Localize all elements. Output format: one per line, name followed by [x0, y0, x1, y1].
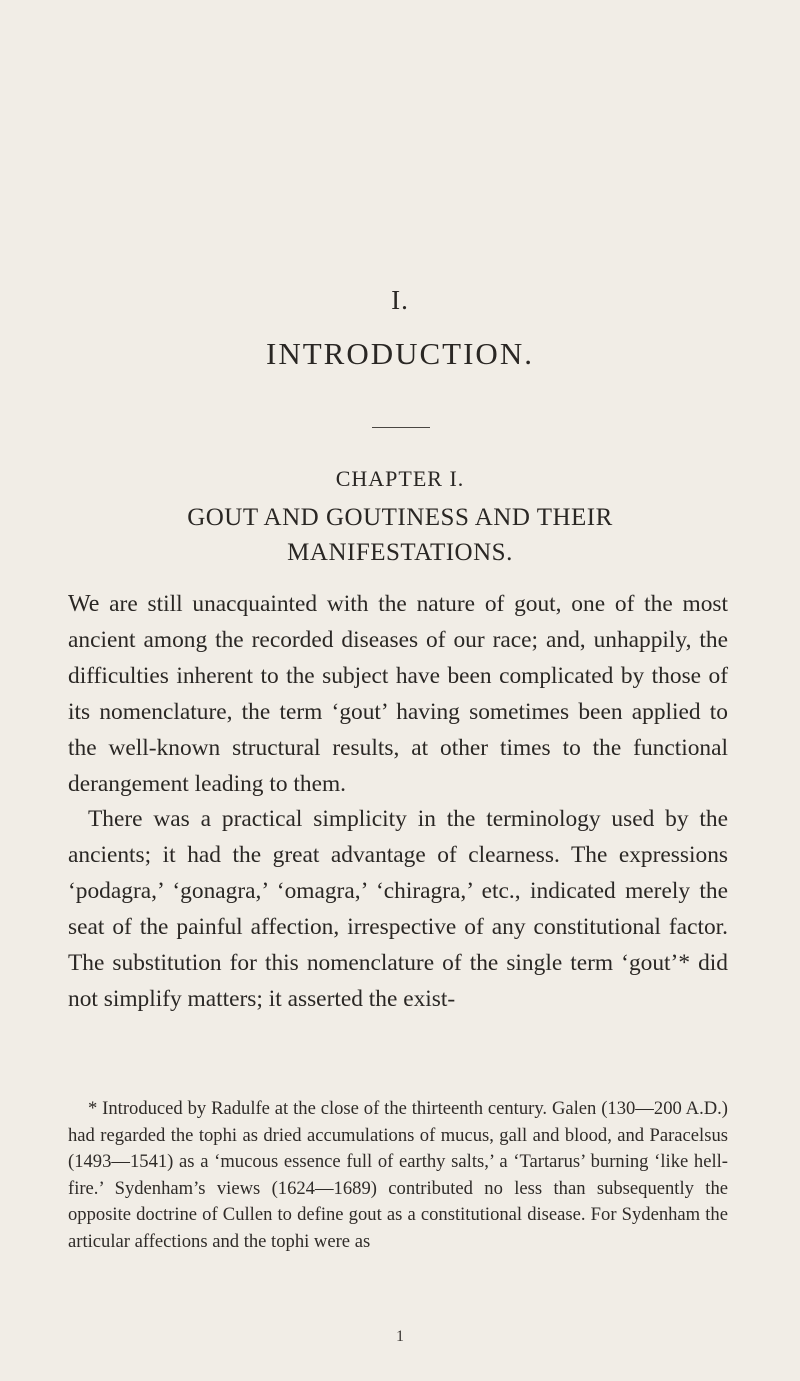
section-divider [372, 427, 430, 428]
paragraph-1-text: are still unacquainted with the nature of gout, one of the most ancient among the recorded diseases of our race; and, unhappily, the difficulties inherent to the subject have been complicated by those of its nomenclature, the term ‘gout’ having sometimes been applied to the well-known structural results, at other times to the functional derangement leading to them. [68, 591, 728, 797]
footnote-mark: * [88, 1098, 98, 1119]
paragraph-2-text: There was a practical simplicity in the terminology used by the ancients; it had the great advantage of clearness. The expressions ‘podagra,’ ‘gonagra,’ ‘omagra,’ ‘chiragra,’ etc., indicated merely the seat of the painful affection, irrespective of any constitutional factor. The substitution for this nomenclature of the single term ‘gout’ [68, 806, 728, 977]
chapter-title: GOUT AND GOUTINESS AND THEIR MANIFESTATIONS. [187, 504, 613, 566]
paragraph-initial-word: We [68, 591, 100, 617]
paragraph-1 [68, 587, 728, 802]
paragraph-2 [68, 802, 728, 1017]
footnote [68, 1096, 728, 1256]
paragraph-2-continuation: did not simplify matters; it asserted the exist- [68, 950, 728, 1012]
footnote-reference: * [678, 950, 691, 977]
part-title: INTRODUCTION. [266, 336, 534, 371]
page-number: 1 [396, 1328, 404, 1345]
footnote-text: Introduced by Radulfe at the close of the thirteenth century. Galen (130—200 A.D.) had regarded the tophi as dried accumulations of mucus, gall and blood, and Paracelsus (1493—1541) as a ‘mucous essence full of earthy salts,’ a ‘Tartarus’ burning ‘like hell-fire.’ Sydenham’s views (1624—1689) contributed no less than subsequently the opposite doctrine of Cullen to define gout as a constitutional disease. For Sydenham the articular affections and the tophi were as [68, 1098, 728, 1252]
chapter-label: CHAPTER I. [335, 466, 465, 491]
part-number: I. [391, 285, 409, 315]
body-text [68, 587, 728, 1018]
